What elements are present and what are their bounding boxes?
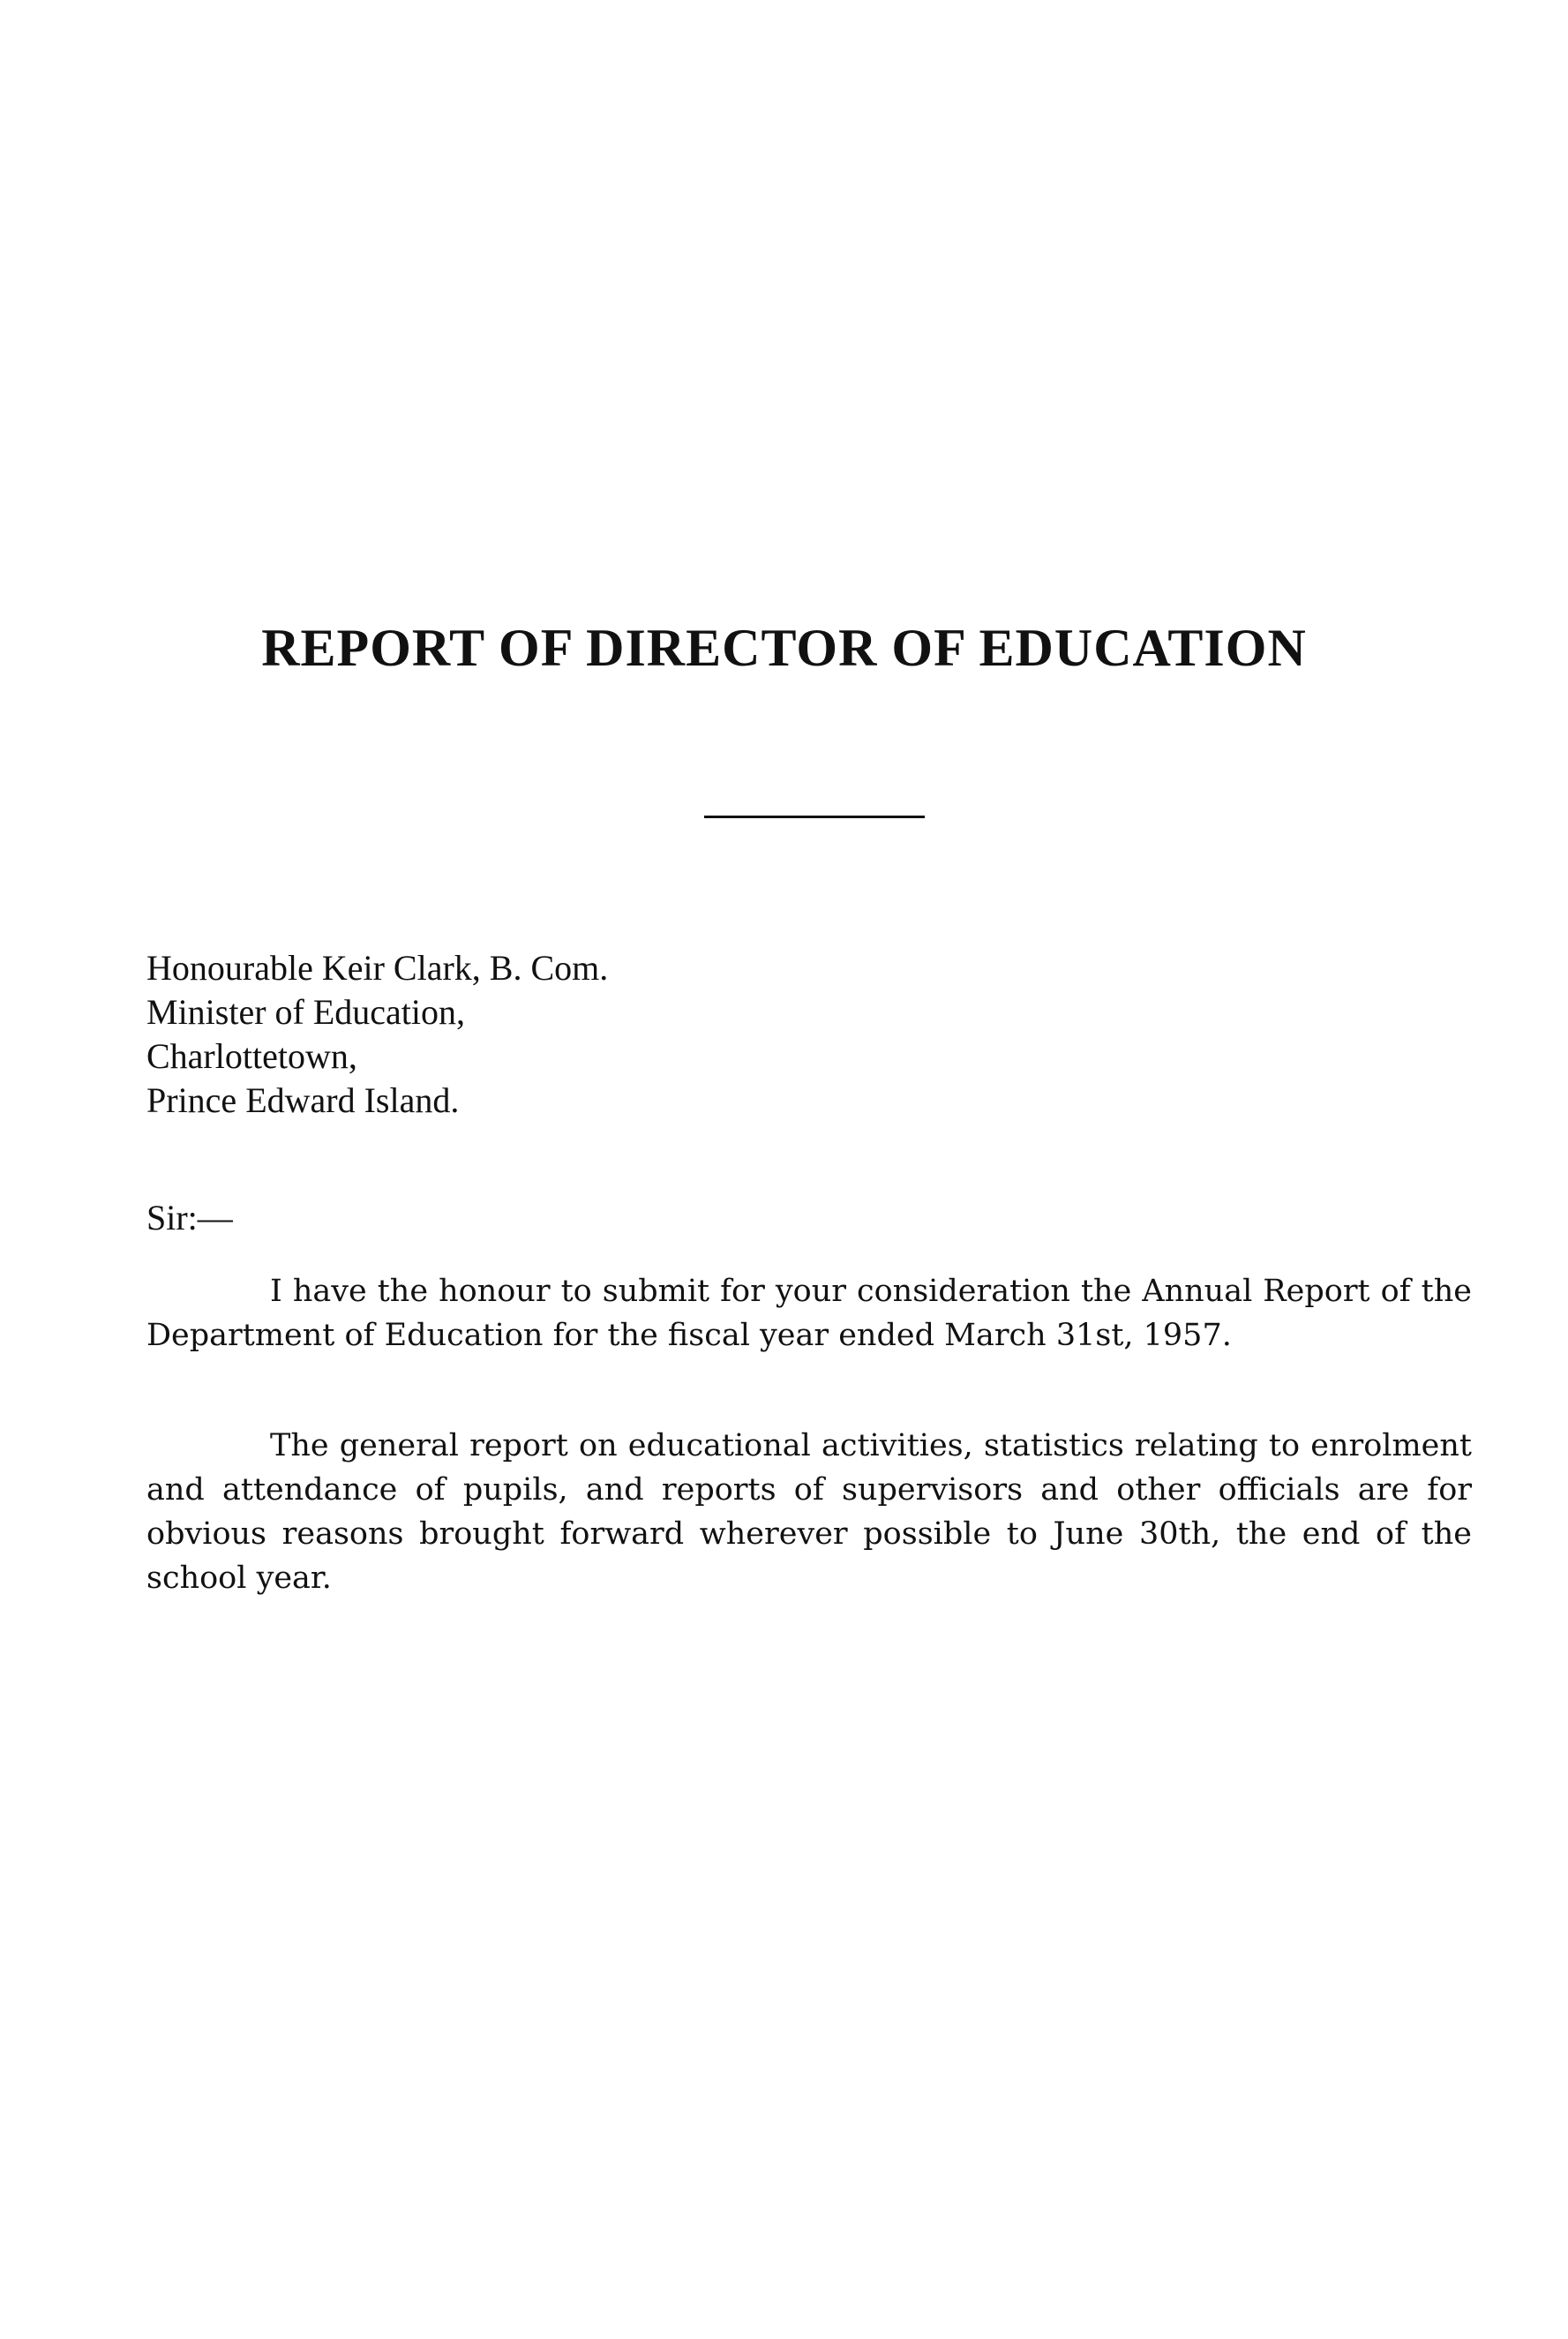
address-line-title: Minister of Education, [146, 992, 466, 1032]
title-divider [704, 816, 925, 818]
address-line-name: Honourable Keir Clark, B. Com. [146, 948, 609, 988]
recipient-address [146, 946, 608, 1123]
page-title: REPORT OF DIRECTOR OF EDUCATION [261, 619, 1307, 677]
salutation: Sir:— [146, 1198, 233, 1237]
body-paragraph-2: The general report on educational activities, statistics relating to enrolment and attendance of pupils, and reports of supervisors and other officials are for obvious reasons brought forward wherever possible to June 30th, the end of the school year. [146, 1428, 1472, 1596]
address-line-province: Prince Edward Island. [146, 1080, 460, 1120]
body-paragraph-1: I have the honour to submit for your consideration the Annual Report of the Department of Education for the fiscal year ended March 31st, 1957. [146, 1274, 1472, 1353]
address-line-city: Charlottetown, [146, 1036, 357, 1076]
